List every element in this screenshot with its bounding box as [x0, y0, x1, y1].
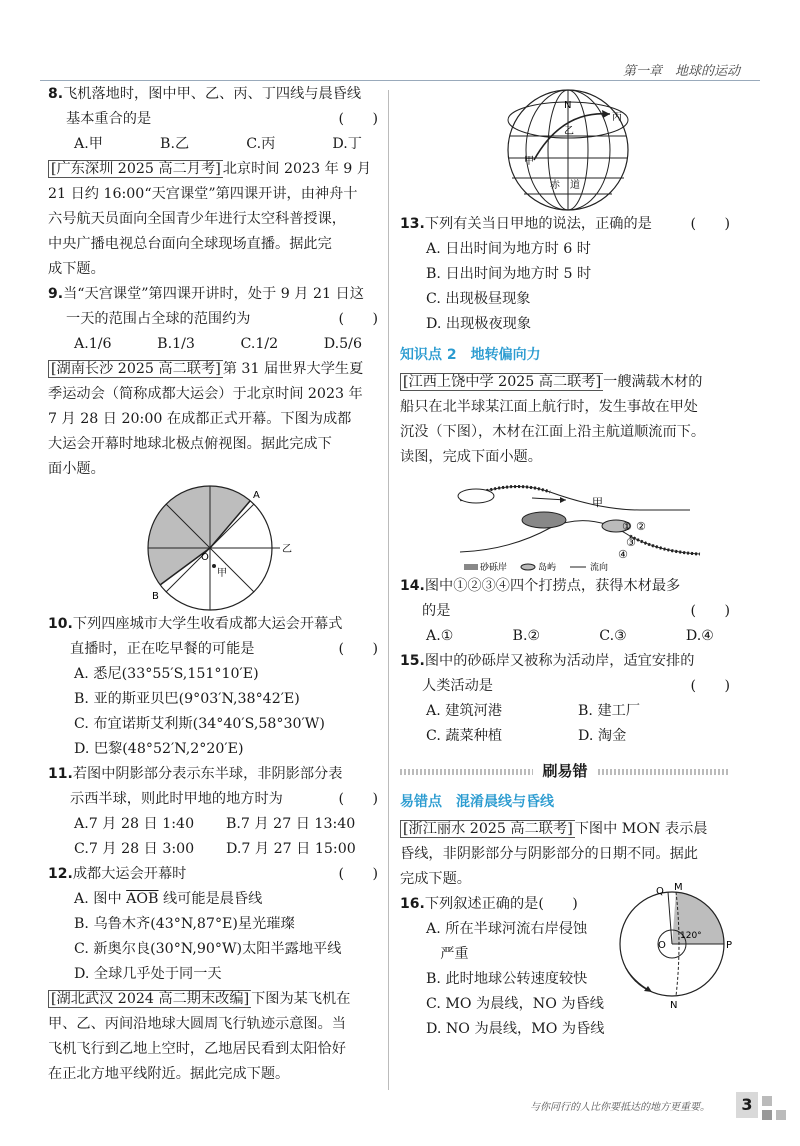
option-b[interactable]: B.7 月 27 日 13:40 — [226, 816, 356, 832]
option-a[interactable]: A. 悉尼(33°55′S,151°10′E) — [74, 666, 259, 682]
legend-gravel-swatch — [464, 564, 478, 570]
label-angle: 120° — [680, 931, 702, 941]
label-jia: 甲 — [592, 496, 603, 509]
option-c[interactable]: C.③ — [599, 628, 627, 644]
point-2: ② — [636, 520, 646, 533]
decor-square — [776, 1110, 786, 1120]
option-b[interactable]: B.1/3 — [157, 336, 195, 352]
chapter-title: 地球的运动 — [674, 64, 740, 79]
question-14-options — [400, 624, 730, 649]
option-d[interactable]: D. 淘金 — [578, 728, 627, 744]
source-passage-1: [广东深圳 2025 高二月考] 北京时间 2023 年 9 月 21 日约 16:00“天宫课堂”第四课开讲，由神舟十 六号航天员面向全国青少年进行太空科普授课， 中央广播电视总台面向全球现场直播。据此完 成下题。 — [48, 161, 372, 277]
label-equator: 赤 道 — [550, 180, 580, 191]
header-rule — [40, 80, 760, 81]
option-d[interactable]: D. NO 为晨线，MO 为昏线 — [426, 1021, 605, 1037]
option-b[interactable]: B. 日出时间为地方时 5 时 — [426, 266, 592, 282]
label-a: A — [253, 490, 260, 501]
option-d[interactable]: D.④ — [685, 628, 714, 644]
column-divider — [388, 90, 389, 1090]
question-12: 12.成都大运会开幕时 ( ) — [48, 866, 378, 882]
label-bing: 丙 — [612, 112, 622, 123]
question-15-options — [400, 699, 730, 749]
option-d[interactable]: D. 巴黎(48°52′N,2°20′E) — [74, 741, 244, 757]
label-n: N — [564, 100, 572, 111]
point-1: ① — [622, 520, 632, 533]
question-13: 13.下列有关当日甲地的说法，正确的是 ( ) — [400, 216, 730, 232]
label-o: O — [658, 940, 666, 951]
question-8-options — [48, 132, 378, 157]
page-header — [560, 60, 740, 79]
label-p: P — [726, 940, 733, 951]
option-b[interactable]: B. 亚的斯亚贝巴(9°03′N,38°42′E) — [74, 691, 300, 707]
footer-motto: 与你同行的人比你要抵达的地方更重要。 — [530, 1102, 710, 1113]
option-a[interactable]: A. 图中 $\overline{AOB}$ 线可能是晨昏线 — [74, 891, 263, 907]
label-jia: 甲 — [217, 568, 227, 579]
option-c[interactable]: C.1/2 — [240, 336, 279, 352]
option-a[interactable]: A.甲 — [74, 136, 103, 152]
option-c[interactable]: C.7 月 28 日 3:00 — [74, 841, 195, 857]
question-16: 16.下列叙述正确的是( ) — [400, 896, 578, 912]
option-a[interactable]: A.1/6 — [74, 336, 112, 352]
label-yi: 乙 — [564, 126, 574, 137]
question-8: 8.飞机落地时，图中甲、乙、丙、丁四线与晨昏线 — [48, 86, 362, 102]
source-passage-4: [江西上饶中学 2025 高二联考] 一艘满载木材的 船只在北半球某江面上航行时，发生事故在甲处 沉没（下图），木材在江面上沿主航道顺流而下。 读图，完成下面小题。 — [400, 374, 706, 465]
decor-square — [762, 1096, 772, 1106]
svg-text:流向: 流向 — [590, 563, 609, 573]
question-9-options — [48, 332, 378, 357]
globe-figure — [500, 88, 640, 212]
island-1 — [458, 489, 494, 503]
mon-figure — [620, 882, 733, 1013]
label-yi: 乙 — [282, 544, 292, 555]
source-passage-5: [浙江丽水 2025 高二联考] 下图中 MON 表示晨 昏线，非阴影部分与阴影部分的日期不同。据此 完成下题。 — [400, 821, 708, 887]
right-column: 13.下列有关当日甲地的说法，正确的是 ( ) A. 日出时间为地方时 6 时 B. 日出时间为地方时 5 时 C. 出现极昼现象 D. 出现极夜现象 知识点 2 地转偏向力 [江西上饶中学 2025 高二联考] 一艘满载木材的 船只在北半球某江面上航行时，发生事故在甲处 沉没（下图），木材在江面上沿主航道顺流而下。 读图，完成下面小题。 甲 ① ② ③ ④ 砂砾岸 岛屿 流向 14.图中①②③④四个打捞点，获得木材最多 的是 ( ) A.① B.② C.③ D.④ 15.图中的砂砾岸又被称为活动岸，适宜安排的 人类活动是 ( ) A. 建筑河港 B. 建工厂 C. 蔬菜种植 D. 淘金 刷易错 易错点 混淆晨线与昏线 [浙江丽水 2025 高二联考] 下图中 MON 表示晨 昏线，非阴影部分与阴影部分的日期不同。据此 完成下题。 Q M O P N 120° 16.下列叙述正确的是( ) A. 所在半球河流右岸侵蚀 严重 B. 此时地球公转速度较快 C. MO 为晨线，NO 为昏线 D. NO 为晨线，MO 为昏线 — [400, 212, 730, 1042]
option-a[interactable]: A.7 月 28 日 1:40 — [74, 816, 195, 832]
label-q: Q — [656, 886, 664, 897]
option-c[interactable]: C.丙 — [246, 136, 276, 152]
error-point: 易错点 混淆晨线与昏线 — [400, 794, 554, 810]
question-9: 9.当“天宫课堂”第四课开讲时，处于 9 月 21 日这 — [48, 286, 364, 302]
option-d[interactable]: D. 全球几乎处于同一天 — [74, 966, 222, 982]
option-b[interactable]: B.乙 — [160, 136, 190, 152]
jia-point — [212, 564, 216, 568]
option-c[interactable]: C. MO 为晨线，NO 为昏线 — [426, 996, 604, 1012]
left-column: 8.飞机落地时，图中甲、乙、丙、丁四线与晨昏线 基本重合的是 ( ) A.甲 B.乙 C.丙 D.丁 [广东深圳 2025 高二月考] 北京时间 2023 年 9 月 21 日约 16:00“天宫课堂”第四课开讲，由神舟十 六号航天员面向全国青少年进行太空科普授课， 中央广播电视总台面向全球现场直播。据此完 成下题。 9.当“天宫课堂”第四课开讲时，处于 9 月 21 日这 一天的范围占全球的范围约为 ( ) A.1/6 B.1/3 C.1/2 D.5/6 [湖南长沙 2025 高二联考] 第 31 届世界大学生夏 季运动会（简称成都大运会）于北京时间 2023 年 7 月 28 日 20:00 在成都正式开幕。下图为成都 大运会开幕时地球北极点俯视图。据此完成下 面小题。 A B O 乙 甲 10.下列四座城市大学生收看成都大运会开幕式 直播时，正在吃早餐的可能是 ( ) A. 悉尼(33°55′S,151°10′E) B. 亚的斯亚贝巴(9°03′N,38°42′E) C. 布宜诺斯艾利斯(34°40′S,58°30′W) D. 巴黎(48°52′N,2°20′E) 11.若图中阴影部分表示东半球，非阴影部分表 示西半球，则此时甲地的地方时为 ( ) A.7 月 28 日 1:40 B.7 月 27 日 13:40 C.7 月 28 日 3:00 D.7 月 27 日 15:00 12.成都大运会开幕时 ( ) A. 图中 $\overline{AOB}$ 线可能是晨昏线 B. 乌鲁木齐(43°N,87°E)星光璀璨 C. 新奥尔良(30°N,90°W)太阳半露地平线 D. 全球几乎处于同一天 [湖北武汉 2024 高二期末改编] 下图为某飞机在 甲、乙、丙间沿地球大圆周飞行轨迹示意图。当 飞机飞行到乙地上空时，乙地居民看到太阳恰好 在正北方地平线附近。据此完成下题。 — [48, 82, 378, 1087]
source-passage-3: [湖北武汉 2024 高二期末改编] 下图为某飞机在 甲、乙、丙间沿地球大圆周飞行轨迹示意图。当 飞机飞行到乙地上空时，乙地居民看到太阳恰好 在正北方地平线附近。据此完成下题。 — [48, 991, 351, 1082]
option-c[interactable]: C. 新奥尔良(30°N,90°W)太阳半露地平线 — [74, 941, 342, 957]
option-b[interactable]: B. 此时地球公转速度较快 — [426, 971, 588, 987]
label-m: M — [674, 882, 683, 893]
option-d[interactable]: D.7 月 27 日 15:00 — [226, 841, 356, 857]
question-14: 14.图中①②③④四个打捞点，获得木材最多 — [400, 578, 681, 594]
island-2 — [522, 512, 566, 528]
legend-island-swatch — [521, 564, 535, 570]
polar-view-figure — [48, 482, 378, 612]
label-o: O — [201, 552, 209, 563]
option-a[interactable]: A. 所在半球河流右岸侵蚀 — [426, 921, 588, 937]
svg-text:岛屿: 岛屿 — [538, 563, 557, 573]
point-3: ③ — [626, 536, 636, 549]
question-15: 15.图中的砂砾岸又被称为活动岸，适宜安排的 — [400, 653, 695, 669]
decor-square — [762, 1110, 772, 1120]
shaded-sector — [148, 486, 250, 548]
source-passage-2: [湖南长沙 2025 高二联考] 第 31 届世界大学生夏 季运动会（简称成都大运会）于北京时间 2023 年 7 月 28 日 20:00 在成都正式开幕。下图为成都 大运会开幕时地球北极点俯视图。据此完成下 面小题。 — [48, 361, 364, 477]
knowledge-point-2: 知识点 2 地转偏向力 — [400, 347, 541, 363]
option-a[interactable]: A.① — [426, 628, 454, 644]
option-c[interactable]: C. 出现极昼现象 — [426, 291, 531, 307]
option-a-continued: 严重 — [426, 946, 469, 962]
question-11-options — [48, 812, 378, 862]
option-a[interactable]: A. 日出时间为地方时 6 时 — [426, 241, 591, 257]
option-d[interactable]: D.5/6 — [323, 336, 362, 352]
point-4: ④ — [618, 548, 628, 561]
question-11: 11.若图中阴影部分表示东半球，非阴影部分表 — [48, 766, 343, 782]
label-n: N — [670, 1000, 678, 1011]
svg-text:砂砾岸: 砂砾岸 — [480, 563, 508, 573]
option-b[interactable]: B.② — [512, 628, 541, 644]
page-number: 3 — [736, 1092, 758, 1118]
option-b[interactable]: B. 乌鲁木齐(43°N,87°E)星光璀璨 — [74, 916, 295, 932]
label-jia: 甲 — [524, 156, 534, 167]
option-c[interactable]: C. 布宜诺斯艾利斯(34°40′S,58°30′W) — [74, 716, 325, 732]
option-b[interactable]: B. 建工厂 — [578, 703, 641, 719]
question-10: 10.下列四座城市大学生收看成都大运会开幕式 — [48, 616, 343, 632]
chapter-label: 第一章 — [622, 64, 662, 79]
label-b: B — [152, 591, 159, 602]
option-c[interactable]: C. 蔬菜种植 — [426, 728, 503, 744]
option-d[interactable]: D. 出现极夜现象 — [426, 316, 532, 332]
option-d[interactable]: D.丁 — [332, 136, 362, 152]
option-a[interactable]: A. 建筑河港 — [426, 703, 503, 719]
river-figure — [400, 470, 730, 574]
section-header: 刷易错 — [400, 759, 730, 784]
